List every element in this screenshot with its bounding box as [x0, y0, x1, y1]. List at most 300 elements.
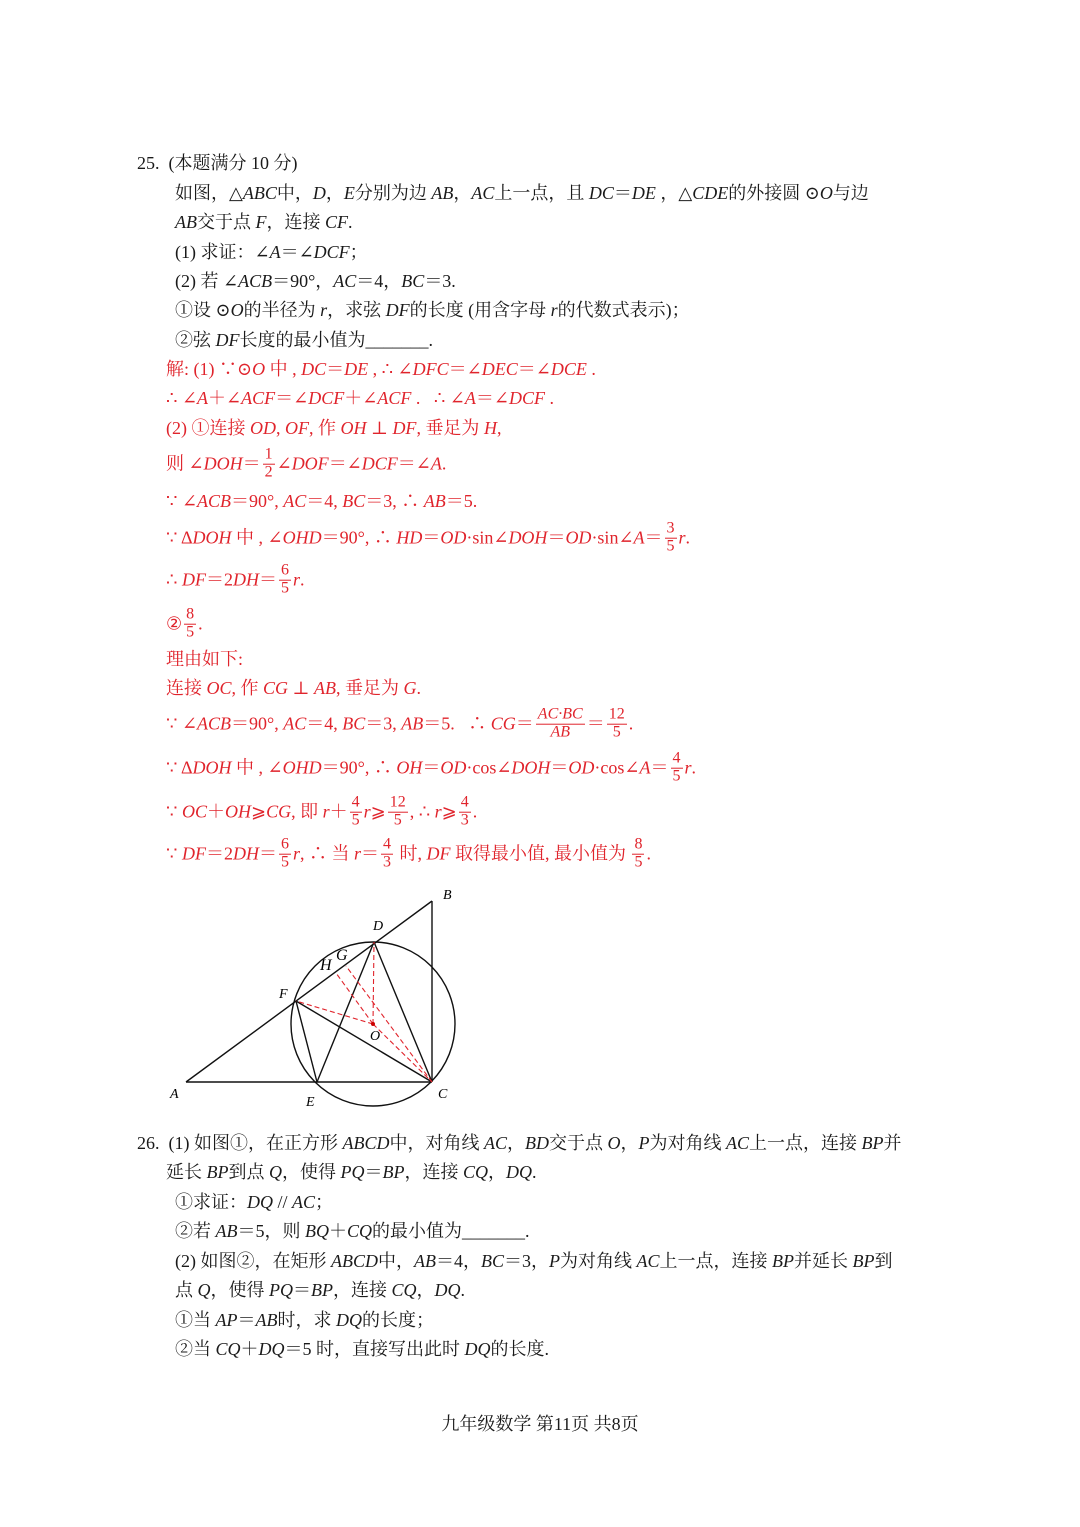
- math-symbol: DOF: [291, 454, 329, 474]
- text-run: (1) 如图①，在正方形: [159, 1133, 343, 1153]
- math-symbol: OD: [440, 758, 467, 778]
- text-run: ＝90°,: [231, 491, 284, 511]
- text-run: 交于点: [549, 1133, 608, 1153]
- text-run: ＋: [329, 1221, 347, 1241]
- page-footer: 九年级数学 第11页 共8页: [441, 1414, 639, 1434]
- text-run: ∵ Δ: [166, 528, 193, 548]
- math-symbol: DH: [232, 570, 259, 590]
- math-symbol: O: [252, 359, 266, 379]
- math-symbol: AB: [215, 1221, 238, 1241]
- math-symbol: DFC: [412, 359, 449, 379]
- numerator: 12: [608, 705, 625, 723]
- math-symbol: ACF: [241, 388, 276, 408]
- text-run: (2) ①连接: [166, 418, 250, 438]
- text-run: ＝5，则: [237, 1221, 305, 1241]
- math-symbol: DC: [588, 183, 614, 203]
- math-symbol: AC: [636, 1251, 660, 1271]
- text-run: 的代数式表示)；: [557, 300, 690, 320]
- math-symbol: AB: [401, 714, 424, 734]
- text-run: 延长: [166, 1162, 207, 1182]
- math-symbol: F: [255, 212, 267, 232]
- math-symbol: BC: [342, 714, 366, 734]
- text-run: ＝3,: [365, 714, 402, 734]
- text-run: ＋: [206, 802, 225, 822]
- math-symbol: OF: [285, 418, 309, 438]
- label-D: D: [373, 919, 384, 934]
- numerator: 4: [351, 793, 360, 811]
- text-run: ＝∠: [397, 454, 431, 474]
- text-run: 中 , ∠: [231, 528, 283, 548]
- text-run: 的外接圆 ⊙: [728, 183, 820, 203]
- text-run: ②若: [175, 1221, 216, 1241]
- text-run: ＝4,: [306, 491, 343, 511]
- math-symbol: AC: [283, 491, 307, 511]
- math-symbol: DC: [301, 359, 327, 379]
- segment-OC: [373, 1024, 432, 1082]
- text-run: 到: [874, 1251, 893, 1271]
- math-symbol: DCE: [550, 359, 587, 379]
- math-symbol: A: [430, 454, 442, 474]
- text-run: (2) 如图②，在矩形: [175, 1251, 331, 1271]
- numerator: 1: [264, 445, 273, 463]
- math-symbol: BD: [525, 1133, 550, 1153]
- text-run: ＝: [258, 570, 277, 590]
- text-run: 上一点，且: [494, 183, 589, 203]
- text-run: 连接: [166, 678, 207, 698]
- text-run: (本题满分 10 分): [159, 153, 298, 173]
- text-run: ；: [349, 242, 368, 262]
- numerator: 4: [382, 835, 391, 853]
- text-run: 为对角线: [560, 1251, 637, 1271]
- math-symbol: Q: [269, 1162, 282, 1182]
- numerator: 8: [186, 605, 195, 623]
- text-run: 取得最小值, 最小值为: [450, 844, 631, 864]
- math-symbol: DF: [385, 300, 410, 320]
- denominator: 3: [460, 811, 469, 829]
- math-symbol: AC: [283, 714, 307, 734]
- math-symbol: AC: [471, 183, 495, 203]
- text-run: ＝4，: [356, 271, 402, 291]
- math-symbol: ABC: [242, 183, 277, 203]
- text-run: ＝3.: [424, 271, 456, 291]
- math-symbol: ACF: [377, 388, 412, 408]
- text-run: 到点: [228, 1162, 269, 1182]
- numerator: AC·BC: [537, 705, 583, 723]
- math-symbol: DOH: [508, 528, 548, 548]
- math-symbol: DCF: [313, 242, 350, 262]
- segment-FE: [296, 1001, 317, 1082]
- text-run: ＝: [613, 183, 632, 203]
- text-run: ，△: [655, 183, 693, 203]
- text-run: .: [685, 528, 691, 548]
- text-run: ＝90°, ∴: [321, 528, 397, 548]
- math-symbol: P: [638, 1133, 650, 1153]
- label-E: E: [306, 1095, 315, 1110]
- text-run: ＝: [550, 758, 569, 778]
- center-point-O: [371, 1022, 375, 1026]
- math-symbol: AB: [175, 212, 197, 232]
- math-symbol: AC: [484, 1133, 508, 1153]
- math-symbol: OHD: [282, 758, 322, 778]
- denominator: 5: [393, 811, 402, 829]
- math-symbol: A: [639, 758, 651, 778]
- text-run: , ∴: [409, 802, 435, 822]
- denominator: 2: [264, 463, 273, 481]
- math-symbol: AB: [414, 1251, 436, 1271]
- math-symbol: r: [550, 300, 558, 320]
- segment-FC: [296, 1001, 432, 1082]
- math-symbol: BP: [772, 1251, 795, 1271]
- text-run: ＝: [258, 844, 277, 864]
- math-symbol: r: [320, 300, 328, 320]
- text-run: 中 ,: [265, 359, 302, 379]
- math-symbol: r: [353, 844, 361, 864]
- text-run: //: [273, 1192, 293, 1212]
- text-run: ∵ Δ: [166, 758, 193, 778]
- numerator: 6: [280, 561, 289, 579]
- text-run: ⩾: [370, 802, 386, 822]
- text-run: 的半径为: [243, 300, 321, 320]
- math-symbol: r: [363, 802, 371, 822]
- math-symbol: r: [434, 802, 442, 822]
- math-symbol: A: [197, 388, 209, 408]
- text-run: ⊥: [288, 678, 314, 698]
- text-run: .: [646, 844, 651, 864]
- text-run: ＝90°，: [272, 271, 334, 291]
- text-run: ＝: [644, 528, 663, 548]
- text-run: , ∴ ∠: [368, 359, 413, 379]
- label-C: C: [438, 1087, 448, 1102]
- math-symbol: O: [230, 300, 244, 320]
- text-run: ＝: [326, 359, 345, 379]
- math-symbol: OD: [250, 418, 276, 438]
- math-symbol: Q: [197, 1280, 211, 1300]
- text-run: ＝: [293, 1280, 311, 1300]
- text-run: ，求弦: [327, 300, 386, 320]
- math-symbol: OH: [396, 758, 423, 778]
- math-symbol: AB: [313, 678, 336, 698]
- math-symbol: AB: [431, 183, 454, 203]
- text-run: ∴ ∠: [166, 388, 198, 408]
- text-run: ∵ ∠: [166, 491, 198, 511]
- text-run: ＝∠: [280, 242, 314, 262]
- label-F: F: [279, 987, 288, 1002]
- text-run: .: [198, 614, 203, 634]
- math-symbol: DQ: [336, 1310, 362, 1330]
- text-run: ＝5 时，直接写出此时: [284, 1339, 465, 1359]
- math-symbol: OC: [206, 678, 232, 698]
- math-symbol: HD: [396, 528, 423, 548]
- math-symbol: OC: [181, 802, 207, 822]
- text-run: ，连接: [404, 1162, 463, 1182]
- math-symbol: OH: [224, 802, 251, 822]
- text-run: , 垂足为: [335, 678, 404, 698]
- segment-CG: [346, 966, 432, 1082]
- denominator: 3: [382, 853, 391, 871]
- text-run: ⩾: [441, 802, 457, 822]
- numerator: 3: [666, 519, 675, 537]
- text-run: (2) 若 ∠: [175, 271, 239, 291]
- text-run: ＝: [422, 758, 441, 778]
- text-run: .: [428, 330, 433, 350]
- text-run: ②当: [175, 1339, 216, 1359]
- math-symbol: DF: [392, 418, 417, 438]
- text-run: ,: [496, 418, 502, 438]
- math-symbol: r: [684, 758, 692, 778]
- math-symbol: DOH: [192, 758, 232, 778]
- text-run: . ∴ ∠: [411, 388, 465, 408]
- math-symbol: BP: [311, 1280, 333, 1300]
- text-run: 则 ∠: [166, 454, 204, 474]
- text-run: ＝: [547, 528, 566, 548]
- text-run: (1) 求证：∠: [175, 242, 270, 262]
- label-G: G: [336, 947, 348, 964]
- label-H: H: [320, 957, 332, 974]
- math-symbol: A: [633, 528, 645, 548]
- text-run: .: [472, 802, 478, 822]
- math-symbol: DOH: [203, 454, 243, 474]
- text-run: ＝3，: [504, 1251, 550, 1271]
- math-symbol: CDE: [692, 183, 729, 203]
- math-symbol: BC: [401, 271, 425, 291]
- text-run: ＝: [515, 714, 534, 734]
- text-run: ＝: [360, 844, 379, 864]
- denominator: 5: [672, 767, 681, 785]
- numerator: 4: [460, 793, 469, 811]
- text-run: 的最小值为: [372, 1221, 463, 1241]
- text-run: ·sin∠: [591, 528, 634, 548]
- answer-blank: _______: [365, 330, 429, 350]
- text-run: ②: [166, 614, 183, 634]
- math-symbol: BC: [342, 491, 366, 511]
- text-run: ＝90°,: [231, 714, 284, 734]
- text-run: ，使得: [282, 1162, 341, 1182]
- text-run: ，连接: [266, 212, 325, 232]
- text-run: 与边: [832, 183, 869, 203]
- math-symbol: A: [269, 242, 281, 262]
- text-run: ∴: [166, 570, 182, 590]
- text-run: ＝: [364, 1162, 383, 1182]
- math-symbol: DQ: [247, 1192, 273, 1212]
- math-symbol: BC: [481, 1251, 505, 1271]
- math-symbol: CQ: [215, 1339, 241, 1359]
- text-run: ＝5. ∴: [423, 714, 491, 734]
- math-symbol: r: [322, 802, 330, 822]
- text-run: 的长度；: [362, 1310, 434, 1330]
- text-run: , 即: [291, 802, 323, 822]
- math-symbol: CG: [490, 714, 516, 734]
- math-symbol: CQ: [347, 1221, 373, 1241]
- text-run: 分别为边: [354, 183, 432, 203]
- math-symbol: AC: [292, 1192, 316, 1212]
- math-symbol: PQ: [269, 1280, 293, 1300]
- text-run: 为对角线: [649, 1133, 727, 1153]
- math-symbol: DF: [215, 330, 240, 350]
- text-run: 如图，△: [175, 183, 243, 203]
- text-run: ·sin∠: [466, 528, 509, 548]
- numerator: 12: [389, 793, 406, 811]
- denominator: 5: [280, 579, 289, 597]
- math-symbol: DQ: [434, 1280, 461, 1300]
- text-run: ＋∠: [344, 388, 378, 408]
- answer-blank: _______: [462, 1221, 526, 1241]
- text-run: .: [586, 359, 596, 379]
- text-run: ，: [325, 183, 344, 203]
- text-run: 长度的最小值为: [239, 330, 366, 350]
- denominator: 5: [280, 853, 289, 871]
- label-A: A: [170, 1087, 179, 1102]
- math-symbol: O: [819, 183, 833, 203]
- math-symbol: H: [483, 418, 497, 438]
- math-symbol: G: [403, 678, 417, 698]
- text-run: ∵: [166, 802, 182, 822]
- segment-OD: [373, 942, 374, 1024]
- denominator: 5: [634, 853, 643, 871]
- math-symbol: r: [292, 570, 300, 590]
- math-symbol: A: [464, 388, 476, 408]
- math-symbol: DF: [426, 844, 451, 864]
- text-run: 并延长: [794, 1251, 853, 1271]
- text-run: ＝5.: [445, 491, 478, 511]
- text-run: 中 , ∠: [231, 758, 283, 778]
- math-symbol: DOH: [511, 758, 551, 778]
- math-symbol: BP: [206, 1162, 229, 1182]
- math-symbol: OD: [568, 758, 595, 778]
- text-run: 中，: [378, 1251, 414, 1271]
- text-run: ＝∠: [517, 359, 551, 379]
- math-symbol: DOH: [192, 528, 232, 548]
- text-run: 时,: [394, 844, 427, 864]
- text-run: ＝: [650, 758, 669, 778]
- segment-OF: [296, 1001, 373, 1024]
- math-symbol: BP: [852, 1251, 875, 1271]
- text-run: 中，对角线: [389, 1133, 484, 1153]
- text-run: 理由如下:: [166, 649, 244, 669]
- text-run: .: [299, 570, 305, 590]
- math-symbol: CF: [325, 212, 349, 232]
- math-symbol: DF: [181, 570, 206, 590]
- text-run: ⊥: [366, 418, 393, 438]
- math-symbol: AP: [215, 1310, 238, 1330]
- text-run: 25.: [137, 153, 160, 173]
- text-run: ＋: [240, 1339, 259, 1359]
- text-run: ①设 ⊙: [175, 300, 231, 320]
- text-run: .: [525, 1221, 530, 1241]
- math-symbol: BP: [382, 1162, 405, 1182]
- text-run: ＝∠: [475, 388, 509, 408]
- text-run: .: [544, 388, 554, 408]
- text-run: 的长度 (用含字母: [409, 300, 551, 320]
- text-run: ＝: [237, 1310, 256, 1330]
- numerator: 6: [280, 835, 289, 853]
- text-run: ；: [315, 1192, 334, 1212]
- text-run: ，: [507, 1133, 526, 1153]
- text-run: ＝∠: [275, 388, 309, 408]
- math-symbol: CG: [263, 678, 289, 698]
- text-run: ，连接: [333, 1280, 392, 1300]
- text-run: 交于点: [197, 212, 256, 232]
- text-run: ∵: [166, 844, 182, 864]
- denominator: AB: [550, 723, 571, 741]
- text-run: ＝: [422, 528, 441, 548]
- numerator: 4: [672, 749, 681, 767]
- math-symbol: ACB: [197, 714, 232, 734]
- text-run: ＋: [329, 802, 348, 822]
- math-symbol: BP: [861, 1133, 884, 1153]
- math-symbol: O: [607, 1133, 621, 1153]
- math-symbol: r: [678, 528, 686, 548]
- text-run: .: [348, 212, 353, 232]
- text-run: 上一点，连接: [659, 1251, 773, 1271]
- math-symbol: DCF: [308, 388, 345, 408]
- math-symbol: P: [549, 1251, 561, 1271]
- text-run: , 作: [309, 418, 341, 438]
- math-symbol: DQ: [258, 1339, 285, 1359]
- text-run: , ∴ 当: [299, 844, 354, 864]
- text-run: 并: [883, 1133, 902, 1153]
- math-symbol: DQ: [464, 1339, 491, 1359]
- text-run: ＝: [242, 454, 261, 474]
- text-run: ＝2: [205, 844, 233, 864]
- text-run: 解: (1) ∵⊙: [166, 359, 253, 379]
- text-run: ＝4,: [306, 714, 343, 734]
- text-run: ，: [416, 1280, 435, 1300]
- text-run: ，使得: [210, 1280, 269, 1300]
- numerator: 8: [634, 835, 643, 853]
- denominator: 5: [612, 723, 621, 741]
- text-run: ＝3, ∴: [365, 491, 424, 511]
- text-run: ∠: [276, 454, 292, 474]
- math-symbol: AB: [255, 1310, 278, 1330]
- text-run: ＝4，: [436, 1251, 481, 1271]
- segment-OH: [336, 973, 373, 1024]
- math-symbol: AB: [423, 491, 446, 511]
- text-run: .: [532, 1162, 537, 1182]
- segment-DC: [374, 942, 432, 1082]
- text-run: ∵ ∠: [166, 714, 198, 734]
- math-symbol: PQ: [340, 1162, 365, 1182]
- math-symbol: OD: [565, 528, 592, 548]
- math-symbol: DQ: [506, 1162, 533, 1182]
- math-symbol: r: [292, 844, 300, 864]
- math-symbol: CG: [266, 802, 292, 822]
- text-run: ⩾: [250, 802, 267, 822]
- math-symbol: DCF: [508, 388, 545, 408]
- text-run: ②弦: [175, 330, 216, 350]
- math-symbol: OH: [340, 418, 367, 438]
- math-symbol: DF: [181, 844, 206, 864]
- text-run: ,: [276, 418, 285, 438]
- text-run: ，: [453, 183, 472, 203]
- text-run: .: [628, 714, 634, 734]
- math-symbol: ABCD: [342, 1133, 390, 1153]
- text-run: ·cos∠: [594, 758, 640, 778]
- text-run: .: [460, 1280, 466, 1300]
- text-run: , 作: [231, 678, 264, 698]
- math-symbol: DCF: [361, 454, 398, 474]
- text-run: 点: [175, 1280, 198, 1300]
- text-run: ，: [620, 1133, 639, 1153]
- text-run: 上一点，连接: [749, 1133, 862, 1153]
- math-symbol: ABCD: [331, 1251, 378, 1271]
- math-symbol: CQ: [391, 1280, 417, 1300]
- text-run: , 垂足为: [416, 418, 484, 438]
- math-symbol: OD: [440, 528, 467, 548]
- text-run: ①求证：: [175, 1192, 247, 1212]
- math-symbol: AC: [726, 1133, 750, 1153]
- text-run: ，: [488, 1162, 507, 1182]
- math-symbol: ACB: [238, 271, 273, 291]
